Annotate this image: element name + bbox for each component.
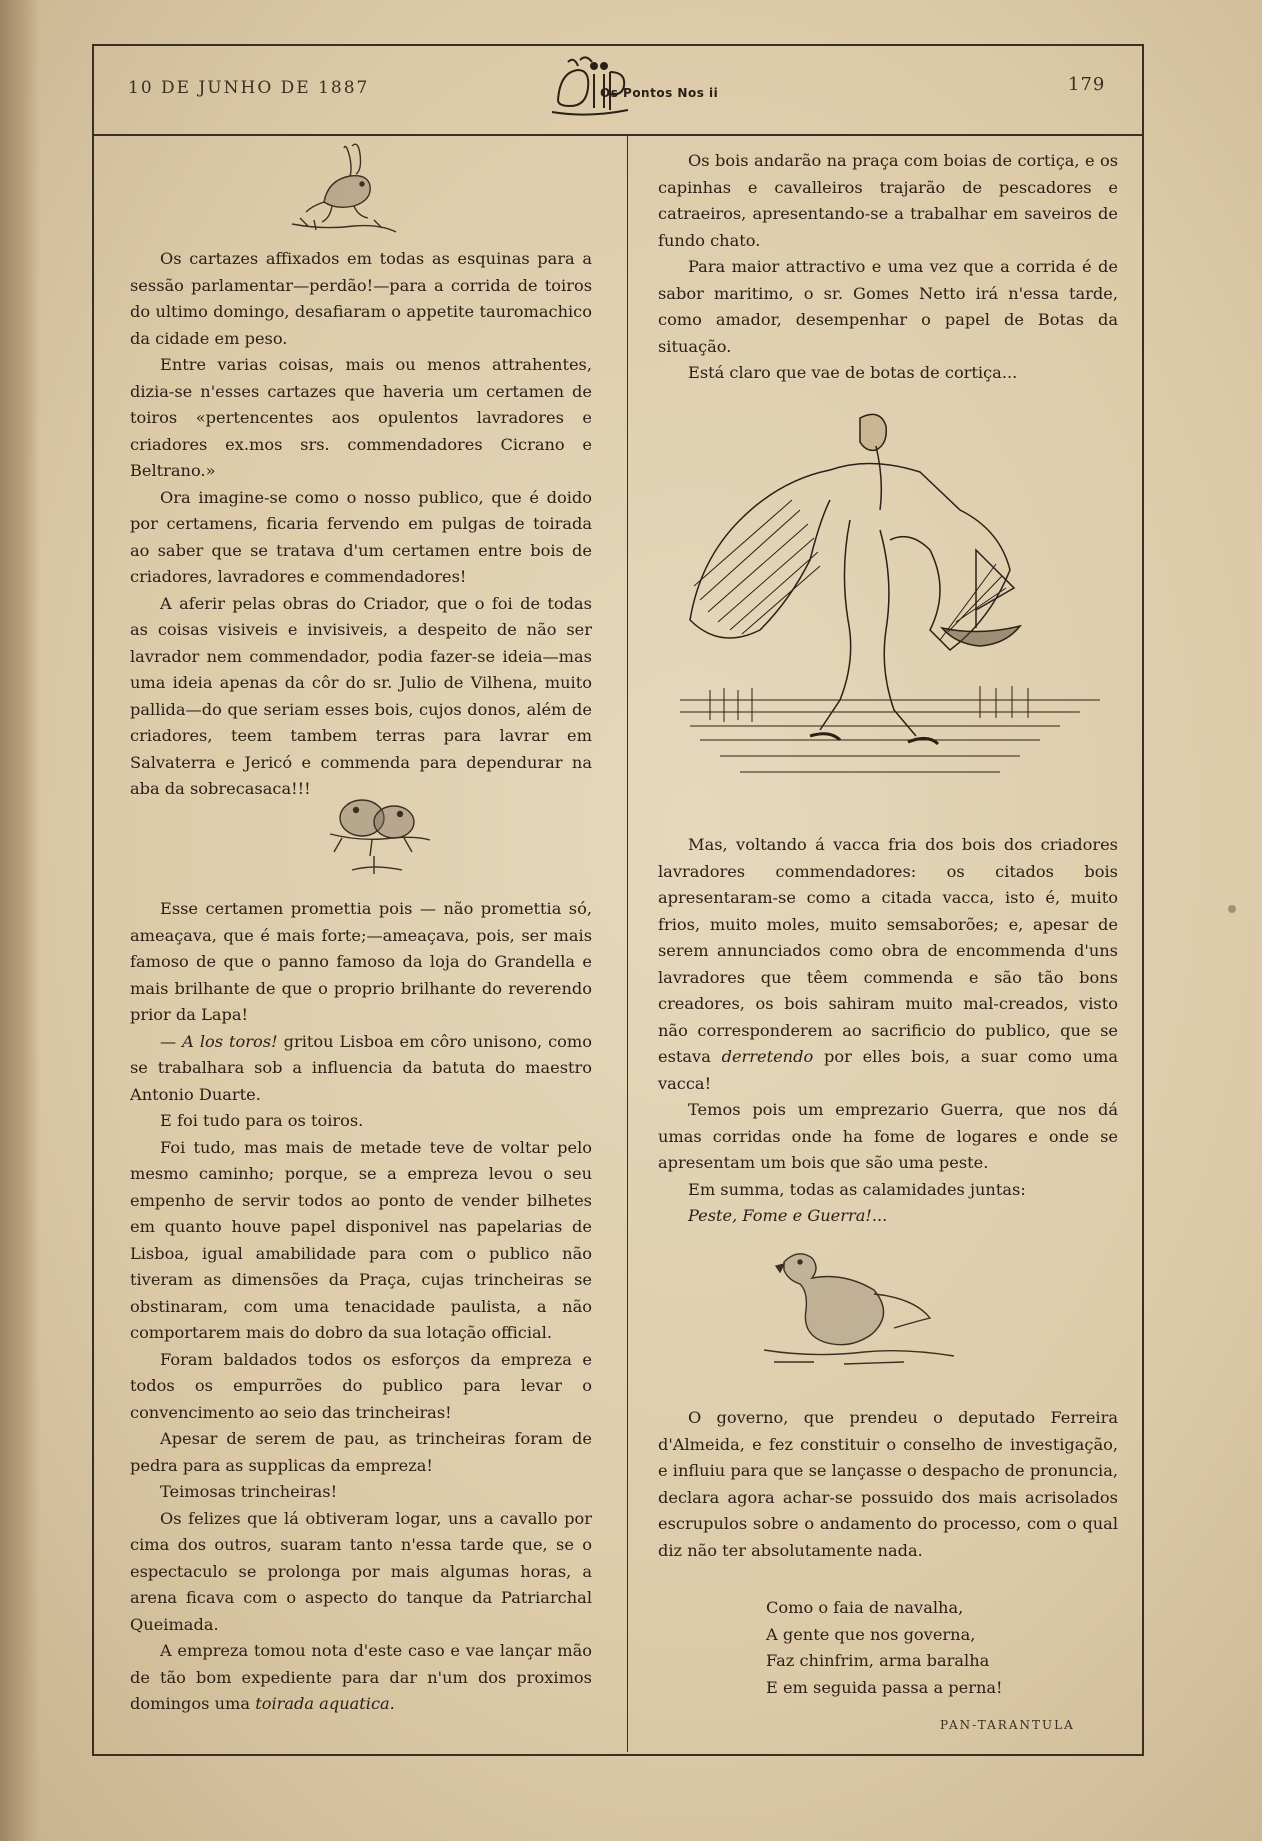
rabbit-illustration	[284, 140, 404, 236]
italic-phrase: toirada aquatica.	[255, 1694, 395, 1713]
verse-line: A gente que nos governa,	[766, 1624, 976, 1644]
article-paragraph: Foi tudo, mas mais de metade teve de voltar pelo mesmo caminho; porque, se a empreza levou o seu empenho de servir todos ao ponto de vender bilhetes em quanto houve papel disponivel nas papelarias de Lisboa, igual amabilidade para com o publico não tiveram as dimensões da Praça, cujas trincheiras se obstinaram, com uma tenacidade paulista, a não comportarem mais do dobro da sua lotação official.	[130, 1137, 592, 1342]
peste-paragraph	[658, 1203, 1118, 1230]
article-paragraph: Temos pois um emprezario Guerra, que nos dá umas corridas onde ha fome de logares e onde se apresentam um bois que são uma peste.	[658, 1100, 1118, 1172]
article-paragraph: Esse certamen promettia pois — não promettia só, ameaçava, que é mais forte;—ameaçava, pois, ser mais famoso de que o panno famoso da loja do Grandella e mais brilhante de que o proprio brilhante do reverendo prior da Lapa!	[130, 899, 592, 1024]
right-article-part1	[658, 148, 1118, 387]
closing-verse	[766, 1595, 1003, 1701]
article-paragraph: Os felizes que lá obtiveram logar, uns a cavallo por cima dos outros, suaram tanto n'essa tarde que, se o espectaculo se prolonga por mais algumas horas, a arena ficava com o aspecto do tanque da Patriarchal Queimada.	[130, 1508, 592, 1634]
article-paragraph: Para maior attractivo e uma vez que a corrida é de sabor maritimo, o sr. Gomes Netto irá n'essa tarde, como amador, desempenhar o papel de Botas da situação.	[658, 257, 1118, 356]
text-run: A empreza tomou nota d'este caso e vae lançar mão de tão bom expediente para dar n'um dos proximos domingos uma	[130, 1641, 592, 1713]
article-paragraph: A aferir pelas obras do Criador, que o foi de todas as coisas visiveis e invisiveis, a despeito de não ser lavrador nem commendador, podia fazer-se ideia—mas uma ideia apenas da côr do sr. Julio de Vilhena, muito pallida—do que seriam esses bois, cujos donos, além de criadores, teem tambem terras para lavrar em Salvaterra e Jericó e commenda para dependurar na aba da sobrecasaca!!!	[130, 593, 592, 798]
right-article-part3	[658, 1405, 1118, 1564]
paper-stain	[1228, 905, 1236, 913]
article-paragraph: Entre varias coisas, mais ou menos attrahentes, dizia-se n'esses cartazes que haveria um certamen de toiros «pertencentes aos opulentos lavradores e criadores ex.mos srs. commendadores Cicrano e Beltrano.»	[130, 355, 592, 480]
article-paragraph: Ora imagine-se como o nosso publico, que é doido por certamens, ficaria fervendo em pulgas de toirada ao saber que se tratava d'um certamen entre bois de criadores, lavradores e commendadores!	[130, 487, 592, 586]
italic-phrase: derretendo	[721, 1047, 814, 1066]
right-article-part2	[658, 832, 1118, 1230]
italic-phrase: Peste, Fome e Guerra!...	[688, 1206, 888, 1225]
closing-paragraph	[130, 1638, 592, 1718]
article-paragraph: Apesar de serem de pau, as trincheiras foram de pedra para as supplicas da empreza!	[130, 1429, 592, 1475]
verse-line: Como o faia de navalha,	[766, 1598, 964, 1617]
verse-line: Faz chinfrim, arma baralha	[766, 1651, 990, 1670]
vacca-paragraph	[658, 832, 1118, 1097]
header-rule	[92, 134, 1142, 136]
issue-date: 10 DE JUNHO DE 1887	[128, 78, 370, 98]
author-signature: PAN-TARANTULA	[940, 1718, 1075, 1732]
article-paragraph: Os bois andarão na praça com boias de cortiça, e os capinhas e cavalleiros trajarão de pescadores e catraeiros, apresentando-se a trabalhar em saveiros de fundo chato.	[658, 151, 1118, 250]
page-number: 179	[1068, 74, 1106, 95]
left-article-part1	[130, 246, 592, 803]
article-paragraph: O governo, que prendeu o deputado Ferreira d'Almeida, e fez constituir o conselho de investigação, e influiu para que se lançasse o despacho de pronuncia, declara agora achar-se possuido dos mais acrisolados escrupulos sobre o andamento do processo, com o qual diz não ter absolutamente nada.	[658, 1408, 1118, 1560]
text-run: por elles bois, a suar como uma vacca!	[658, 1047, 1118, 1093]
duck-illustration	[754, 1238, 964, 1370]
article-paragraph: Teimosas trincheiras!	[160, 1482, 338, 1501]
text-run: Mas, voltando á vacca fria dos bois dos criadores lavradores commendadores: os citados bois apresentaram-se como a citada vacca, isto é, muito frios, muito moles, muito semsaborões; e, apesar de serem annunciados como obra de encommenda d'uns lavradores que têem commenda e são tão bons creadores, os bois sahiram muito mal-creados, visto não corresponderem ao sacrificio do publico, que se estava	[658, 835, 1118, 1066]
man-in-cork-boots-illustration	[680, 400, 1100, 810]
toros-paragraph: — A los toros! gritou Lisboa em côro unisono, como se trabalhara sob a influencia da batuta do maestro Antonio Duarte.	[130, 1031, 592, 1104]
frogs-on-branch-illustration	[312, 782, 442, 882]
article-paragraph: Está claro que vae de botas de cortiça...	[688, 363, 1018, 382]
page-binding-shadow	[0, 0, 40, 1841]
text-run: gritou Lisboa em côro unisono, como se trabalhara sob a influencia da batuta do maestro Antonio Duarte.	[130, 1031, 592, 1104]
masthead-title: Os Pontos Nos ii	[600, 86, 719, 100]
left-article-part2	[130, 896, 592, 1718]
article-paragraph: Os cartazes affixados em todas as esquinas para a sessão parlamentar—perdão!—para a corrida de toiros do ultimo domingo, desafiaram o appetite tauromachico da cidade em peso.	[130, 249, 592, 348]
article-paragraph: Foram baldados todos os esforços da empreza e todos os empurrões do publico para levar o convencimento ao seio das trincheiras!	[130, 1349, 592, 1422]
article-paragraph: Em summa, todas as calamidades juntas:	[688, 1179, 1026, 1199]
column-divider	[627, 136, 628, 1752]
article-paragraph: E foi tudo para os toiros.	[160, 1111, 364, 1130]
verse-line: E em seguida passa a perna!	[766, 1677, 1003, 1697]
italic-phrase: A los toros!	[182, 1031, 278, 1051]
